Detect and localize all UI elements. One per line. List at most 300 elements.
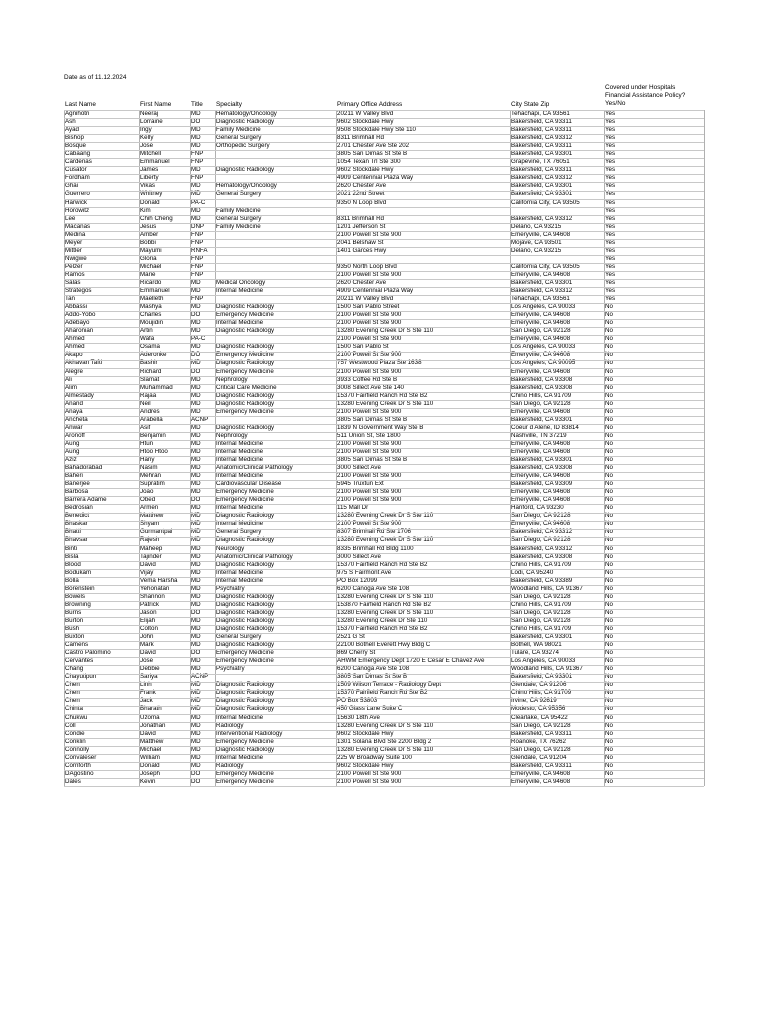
specialty-cell: Diagnostic Radiology [216,536,275,544]
row-divider [64,593,704,594]
specialty-cell: Critical Care Medicine [216,383,277,391]
first-name-cell: Ingy [140,126,152,134]
last-name-cell: Chen [65,697,80,705]
last-name-cell: Anwar [65,423,83,431]
row-divider [64,142,704,143]
specialty-cell: Diagnostic Radiology [216,303,275,311]
city-state-zip-cell: San Diego, CA 92128 [511,327,571,335]
last-name-cell: Akapo [65,351,83,359]
address-cell: 2620 Chester Ave [337,182,387,190]
city-state-zip-cell: Delano, CA 93215 [511,222,562,230]
specialty-cell: Emergency Medicine [216,407,274,415]
table-row [0,376,770,384]
title-cell: MD [191,665,201,673]
row-divider [64,191,704,192]
first-name-cell: Tajinder [140,552,162,560]
address-cell: 1054 Texan Trl Ste 300 [337,158,401,166]
covered-cell: Yes [605,126,616,134]
city-state-zip-cell: Bakersfield, CA 93311 [511,126,572,134]
title-cell: MD [191,375,201,383]
first-name-cell: Nasim [140,464,158,472]
row-divider [64,279,704,280]
title-cell: MD [191,552,201,560]
row-divider [64,335,704,336]
specialty-cell: Diagnostic Radiology [216,592,275,600]
title-cell: DO [191,311,201,319]
city-state-zip-cell: Los Angeles, CA 90033 [511,303,576,311]
table-row [0,657,770,665]
row-divider [64,158,704,159]
specialty-cell: Diagnostic Radiology [216,745,275,753]
city-state-zip-cell: Tehachapi, CA 93561 [511,110,570,117]
first-name-cell: Ricardo [140,278,162,286]
title-cell: MD [191,464,201,472]
title-cell: MD [191,206,201,214]
row-divider [64,585,704,586]
last-name-cell: Bhaskar [65,520,88,528]
address-cell: 15630 18th Ave [337,713,380,721]
first-name-cell: Mashya [140,303,162,311]
covered-cell: No [605,464,613,472]
title-cell: MD [191,287,201,295]
row-divider [64,199,704,200]
last-name-cell: Bush [65,625,80,632]
last-name-cell: Addo-Yobo [65,311,96,319]
address-cell: 2100 Powell St Ste 900 [337,488,402,496]
city-state-zip-cell [510,207,603,215]
table-row [0,150,770,158]
title-cell: MD [191,713,201,721]
row-divider [64,352,704,353]
table-row [0,287,770,295]
row-divider [64,303,704,304]
header-covered [605,84,685,109]
title-cell: MD [191,439,201,447]
last-name-cell: Binti [65,544,78,552]
row-divider [64,271,704,272]
specialty-cell: Diagnostic Radiology [216,327,275,335]
address-cell: 2521 G St [337,633,365,641]
address-cell: 13280 Evening Creek Dr S Ste 110 [337,399,434,407]
row-divider [64,609,704,610]
city-state-zip-cell: Bakersfield, CA 93389 [511,576,573,584]
table-row [0,359,770,367]
row-divider [64,295,704,296]
row-divider [64,311,704,312]
first-name-cell: Vijay [140,568,154,576]
covered-cell: No [605,745,613,753]
first-name-cell: Bashir [140,359,158,367]
covered-cell: No [605,737,613,745]
row-divider [64,239,704,240]
table-row [0,311,770,319]
title-cell: DNP [191,222,205,230]
last-name-cell: Ahmed [65,335,85,343]
first-name-cell: Emmanuel [140,287,170,295]
title-cell: MD [191,456,201,464]
covered-cell: No [605,327,613,335]
table-row [0,182,770,190]
specialty-cell: Internal Medicine [216,753,264,761]
city-state-zip-cell: Bakersfield, CA 93311 [511,729,572,737]
last-name-cell: Alegre [65,367,83,375]
first-name-cell: Mitchell [140,150,161,158]
first-name-cell: Shyam [140,520,160,528]
specialty-cell: Diagnostic Radiology [216,399,275,407]
table-row [0,416,770,424]
address-cell: 3805 San Dimas St Ste B [337,150,408,158]
covered-cell: No [605,528,613,536]
address-cell: 13280 Evening Creek Dr S Ste 110 [337,745,434,753]
city-state-zip-cell: Bakersfield, CA 93312 [511,134,573,142]
city-state-zip-cell: Chino Hills, CA 91709 [511,625,572,632]
address-cell: 9602 Stockdale Hwy [337,118,394,126]
city-state-zip-cell: Glendale, CA 91206 [511,681,567,689]
table-row [0,279,770,287]
city-state-zip-cell: Emeryville, CA 94608 [511,367,571,375]
row-divider [64,376,704,377]
date-line: Date as of 11.12.2024 [64,74,127,81]
row-divider [64,496,704,497]
covered-cell: No [605,608,613,616]
city-state-zip-cell: Chino Hills, CA 91709 [511,600,572,608]
covered-cell: No [605,407,613,415]
table-row [0,585,770,593]
last-name-cell: Salas [65,278,81,286]
last-name-cell: Barrera Adame [65,496,107,504]
covered-cell: No [605,456,613,464]
last-name-cell: Meyer [65,238,83,246]
first-name-cell: Arabella [140,415,163,423]
row-divider [64,738,704,739]
table-row [0,335,770,343]
covered-cell: Yes [605,182,616,190]
covered-cell: No [605,472,613,480]
city-state-zip-cell: Bakersfield, CA 93301 [511,415,573,423]
covered-cell: Yes [605,222,616,230]
last-name-cell: Adebayo [65,319,90,327]
first-name-cell: Benjamin [140,431,166,439]
address-cell: 13280 Evening Creek Dr S Ste 110 [337,536,434,544]
covered-cell: Yes [605,118,616,126]
first-name-cell: Vikas [140,182,156,190]
row-divider [64,754,704,755]
row-divider [64,166,704,167]
row-divider [64,255,704,256]
address-cell: 8311 Brimhall Rd [337,214,385,222]
city-state-zip-cell: Woodland Hills, CA 91367 [511,584,583,592]
city-state-zip-cell: Los Angeles, CA 90095 [511,359,576,367]
city-state-zip-cell: Bakersfield, CA 93308 [511,383,573,391]
address-cell: 2100 Powell St Ste 900 [337,367,402,375]
covered-cell: Yes [605,246,616,254]
specialty-cell: Emergency Medicine [216,367,274,375]
address-cell: 3008 Sillect Ave Ste 140 [337,383,404,391]
table-row [0,504,770,512]
specialty-cell: Diagnostic Radiology [216,118,275,126]
last-name-cell: Cusator [65,166,87,174]
last-name-cell: Buxton [65,633,85,641]
address-cell: 2100 Powell St Ste 900 [337,439,402,447]
first-name-cell: Michael [140,745,162,753]
specialty-cell: Diagnostic Radiology [216,616,275,624]
covered-cell: No [605,592,613,600]
city-state-zip-cell: Emeryville, CA 94608 [511,351,571,359]
covered-cell: No [605,649,613,657]
address-cell: 15370 Fairfield Ranch Rd Ste B2 [337,391,428,399]
last-name-cell: Baheri [65,472,83,480]
last-name-cell: Alim [65,383,78,391]
last-name-cell: Akhavan Tafti [65,359,103,367]
city-state-zip-cell: Chino Hills, CA 91709 [511,560,572,568]
title-cell: FNP [191,150,204,158]
table-row [0,512,770,520]
table-row [0,577,770,585]
first-name-cell: Gloria [140,254,157,262]
specialty-cell: Diagnostic Radiology [216,391,275,399]
title-cell: MD [191,504,201,512]
title-cell: MD [191,584,201,592]
covered-cell: No [605,625,613,632]
covered-cell: No [605,713,613,721]
row-divider [64,231,704,232]
first-name-cell: David [140,729,156,737]
first-name-cell: Whitney [140,190,163,198]
covered-cell: No [605,544,613,552]
title-cell: DO [191,608,201,616]
row-divider [64,464,704,465]
last-name-cell: Bodukam [65,568,92,576]
row-divider [64,706,704,707]
row-divider [64,577,704,578]
covered-cell: Yes [605,295,616,303]
last-name-cell: Tan [65,295,75,303]
table-row [0,553,770,561]
table-row [0,432,770,440]
row-divider [64,762,704,763]
table-row [0,207,770,215]
title-cell: MD [191,134,201,142]
specialty-cell: Diagnostic Radiology [216,600,275,608]
city-state-zip-cell: San Diego, CA 92128 [511,721,571,729]
table-row [0,440,770,448]
address-cell: 3805 San Dimas St Ste B [337,673,408,681]
table-row [0,231,770,239]
title-cell: MD [191,472,201,480]
specialty-cell: Internal Medicine [216,447,264,455]
row-divider [64,690,704,691]
covered-cell: No [605,761,613,769]
covered-cell: No [605,431,613,439]
address-cell: 4909 Centennial Plaza Way [337,287,414,295]
covered-cell: No [605,343,613,351]
covered-cell: No [605,681,613,689]
first-name-cell: Jose [140,142,154,150]
first-name-cell: Mehran [140,472,161,480]
covered-cell: Yes [605,134,616,142]
first-name-cell: Armen [140,504,159,512]
covered-cell: No [605,311,613,319]
covered-cell: No [605,657,613,665]
city-state-zip-cell: San Diego, CA 92128 [511,608,571,616]
specialty-cell: General Surgery [216,528,262,536]
last-name-cell: Benedict [65,512,90,520]
address-cell: 3933 Coffee Rd Ste B [337,375,398,383]
last-name-cell: Bowels [65,592,85,600]
row-divider [64,150,704,151]
first-name-cell: Kevin [140,777,156,785]
first-name-cell: Rajaa [140,391,157,399]
title-cell: MD [191,633,201,641]
city-state-zip-cell: Emeryville, CA 94608 [511,319,571,327]
specialty-cell: Internal Medicine [216,472,264,480]
last-name-cell: Condie [65,729,85,737]
address-cell: 2100 Powell St Ste 900 [337,407,402,415]
table-row [0,255,770,263]
title-cell: DO [191,496,201,504]
last-name-cell: Chukwu [65,713,88,721]
city-state-zip-cell: Bakersfield, CA 93308 [511,464,573,472]
first-name-cell: Charles [140,311,162,319]
table-row [0,134,770,142]
header-last-name: Last Name [65,100,96,108]
table-row [0,327,770,335]
title-cell: MD [191,399,201,407]
title-cell: MD [191,721,201,729]
table-row [0,118,770,126]
last-name-cell: Coll [65,721,76,729]
first-name-cell: Gurmantpal [140,528,173,536]
specialty-cell [215,174,335,182]
city-state-zip-cell: Bakersfield, CA 93312 [511,174,573,182]
city-state-zip-cell: Bakersfield, CA 93308 [511,552,573,560]
table-row [0,625,770,633]
address-cell: 3000 Sillect Ave [337,552,381,560]
specialty-cell [215,255,335,263]
table-row [0,545,770,553]
city-state-zip-cell: Roanoke, TX 76262 [511,737,566,745]
row-divider [64,118,704,119]
specialty-cell: Emergency Medicine [216,657,274,665]
city-state-zip-cell: Bakersfield, CA 93312 [511,214,573,222]
row-divider [64,174,704,175]
table-row [0,110,770,118]
title-cell: FNP [191,174,204,182]
address-cell: 2100 Powell St Ste 900 [337,472,402,480]
first-name-cell: Supratim [140,480,165,488]
specialty-cell: Diagnostic Radiology [216,560,275,568]
table-row [0,190,770,198]
title-cell: DO [191,777,201,785]
first-name-cell: Jack [140,697,153,705]
covered-cell: No [605,303,613,311]
row-divider [64,319,704,320]
row-divider [64,360,704,361]
first-name-cell: Jonathan [140,721,166,729]
city-state-zip-cell: Bakersfield, CA 93311 [511,166,572,174]
title-cell: MD [191,689,201,697]
last-name-cell: Browning [65,600,91,608]
last-name-cell: Burns [65,608,82,616]
covered-cell: No [605,383,613,391]
last-name-cell: DAgostino [65,769,94,777]
specialty-cell [215,199,335,207]
last-name-cell: Ali [65,375,72,383]
header-title: Title [191,100,203,108]
address-cell: 2100 Powell St Ste 900 [337,520,402,528]
last-name-cell: Chang [65,665,84,673]
title-cell: MD [191,278,201,286]
title-cell: MD [191,431,201,439]
title-cell: MD [191,488,201,496]
first-name-cell: Vema Harsha [140,576,178,584]
title-cell: MD [191,592,201,600]
covered-cell: Yes [605,110,616,117]
covered-cell: Yes [605,262,616,270]
last-name-cell: Bosque [65,142,86,150]
covered-cell: No [605,335,613,343]
row-divider [64,134,704,135]
last-name-cell: Aziz [65,456,77,464]
city-state-zip-cell: Bakersfield, CA 93308 [511,375,573,383]
specialty-cell: Hematology/Oncology [216,182,277,190]
row-divider [64,384,704,385]
city-state-zip-cell: San Diego, CA 92128 [511,616,571,624]
row-divider [64,207,704,208]
title-cell: MD [191,214,201,222]
row-divider [64,247,704,248]
address-cell: 511 Union St, Ste 1800 [337,431,401,439]
specialty-cell: Internal Medicine [216,713,264,721]
covered-cell: No [605,689,613,697]
covered-cell: Yes [605,230,616,238]
title-cell: MD [191,166,201,174]
row-divider [64,786,704,787]
city-state-zip-cell: San Diego, CA 92128 [511,399,571,407]
table-row [0,303,770,311]
row-divider [64,746,704,747]
table-row [0,480,770,488]
specialty-cell [215,416,335,424]
covered-cell: No [605,447,613,455]
address-cell: 1301 Solana Blvd Ste 2200 Bldg 2 [337,737,432,745]
table-row [0,472,770,480]
covered-cell: No [605,520,613,528]
address-cell: 3805 San Dimas St Ste B [337,456,408,464]
row-divider [64,408,704,409]
specialty-cell: Family Medicine [216,206,261,214]
covered-cell: No [605,488,613,496]
table-row [0,561,770,569]
specialty-cell: General Surgery [216,214,262,222]
address-cell: 115 Mall Dr [337,504,369,512]
first-name-cell: Kelly [140,134,154,142]
last-name-cell: Guerrero [65,190,90,198]
title-cell: FNP [191,238,204,246]
specialty-cell [215,295,335,303]
specialty-cell: Emergency Medicine [216,311,274,319]
row-divider [64,126,704,127]
first-name-cell: Mayumi [140,246,162,254]
title-cell: MD [191,536,201,544]
last-name-cell: Blood [65,560,81,568]
city-state-zip-cell: Chino Hills, CA 91709 [511,689,572,697]
table-row [0,239,770,247]
last-name-cell: Chinta [65,705,83,713]
covered-cell: No [605,351,613,359]
title-cell: MD [191,657,201,665]
specialty-cell: Internal Medicine [216,287,264,295]
